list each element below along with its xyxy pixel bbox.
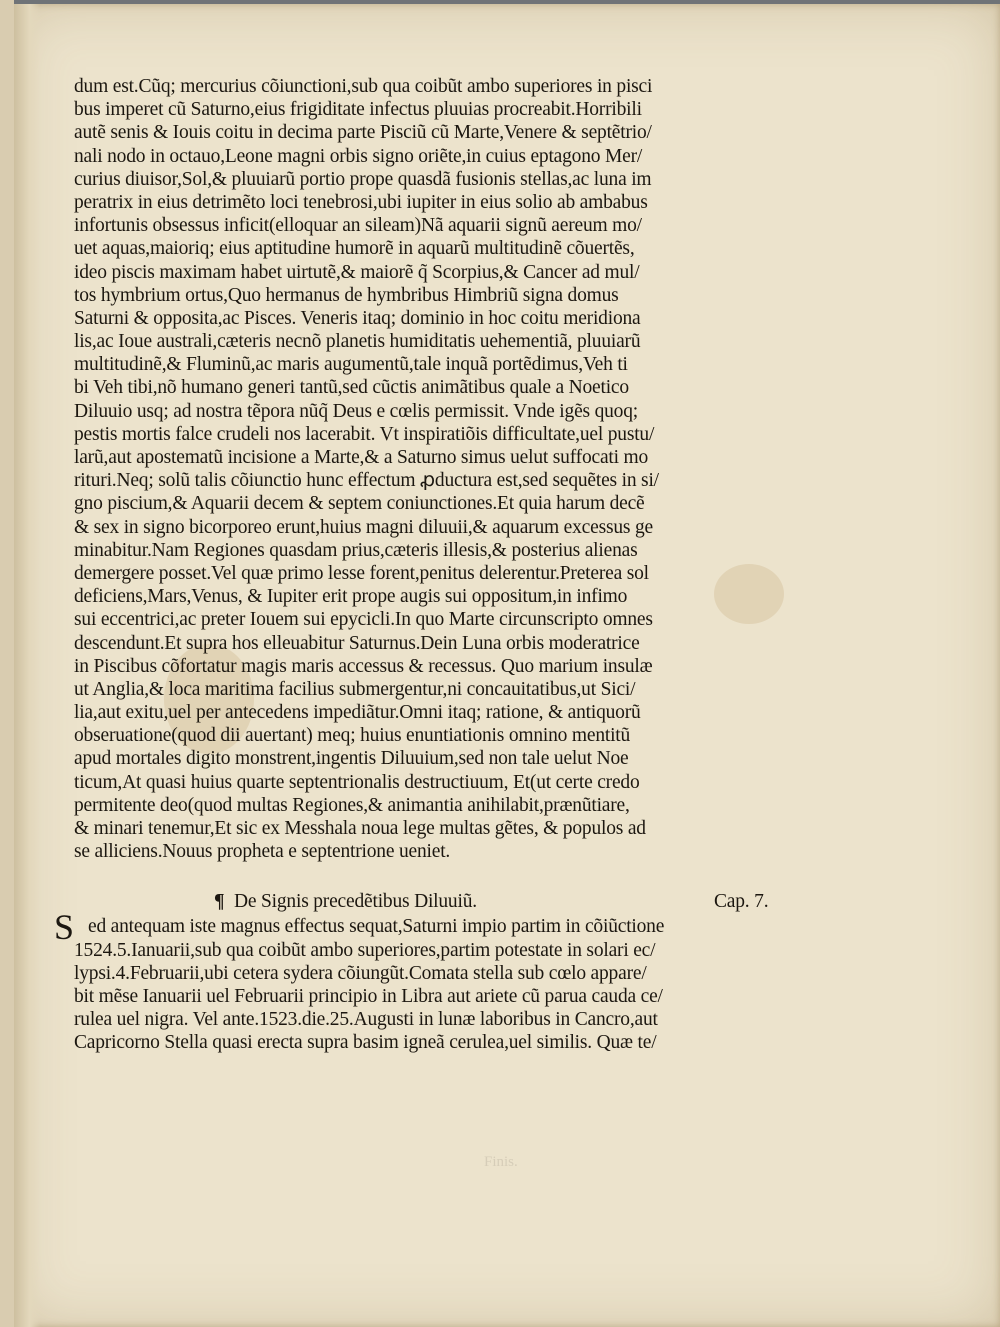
text-line: uet aquas,maioriq; eius aptitudine humorẽ in aquarũ multitudinẽ cõuertẽs,: [74, 238, 635, 260]
text-line: Diluuio usq; ad nostra tẽpora nũq̃ Deus e cœlis permissit. Vnde igẽs quoq;: [74, 400, 639, 422]
text-line: autẽ senis & Iouis coitu in decima parte Pisciũ cũ Marte,Venere & septẽtrio/: [74, 122, 652, 144]
text-line: curius diuisor,Sol,& pluuiarũ portio prope quasdã fusionis stellas,ac luna im: [74, 168, 652, 190]
previous-page-edge: [0, 0, 14, 1327]
body-paragraph: [74, 75, 814, 863]
text-line: descendunt.Et supra hos elleuabitur Saturnus.Dein Luna orbis moderatrice: [74, 632, 640, 654]
text-line: rituri.Neq; solũ talis cõiunctio hunc effectum ꝓductura est,sed sequẽtes in si/: [74, 470, 659, 492]
text-line: demergere posset.Vel quæ primo lesse forent,penitus delerentur.Preterea sol: [74, 562, 649, 584]
text-line: permitente deo(quod multas Regiones,& animantia anihilabit,prænũtiare,: [74, 794, 630, 816]
text-line: lia,aut exitu,uel per antecedens impediãtur.Omni itaq; ratione, & antiquorũ: [74, 702, 641, 724]
chapter-first-line: [54, 907, 814, 948]
text-line: deficiens,Mars,Venus, & Iupiter erit prope augis sui oppositum,in infimo: [74, 586, 628, 608]
text-line: multitudinẽ,& Fluminũ,ac maris augumentũ,tale inquã portẽdimus,Veh ti: [74, 354, 628, 376]
text-line: se alliciens.Nouus propheta e septentrione ueniet.: [74, 841, 451, 863]
text-line: in Piscibus cõfortatur magis maris accessus & recessus. Quo marium insulæ: [74, 655, 653, 677]
text-line: ut Anglia,& loca maritima facilius submergentur,ni concauitatibus,ut Sici/: [74, 678, 636, 700]
text-line: infortunis obsessus inficit(elloquar an sileam)Nã aquarii signũ aereum mo/: [74, 215, 642, 237]
chapter-heading: [74, 889, 814, 915]
text-line: rulea uel nigra. Vel ante.1523.die.25.Augusti in lunæ laboribus in Cancro,aut: [74, 1009, 658, 1031]
book-page: [14, 4, 1000, 1327]
text-line: bus imperet cũ Saturno,eius frigiditate infectus pluuias procreabit.Horribili: [74, 99, 642, 121]
text-line: & sex in signo bicorporeo erunt,huius magni diluuii,& aquarum excessus ge: [74, 516, 653, 538]
text-line: sui eccentrici,ac preter Iouem sui epycicli.In quo Marte circunscripto omnes: [74, 609, 653, 631]
text-line: & minari tenemur,Et sic ex Messhala noua lege multas gẽtes, & populos ad: [74, 818, 646, 839]
text-line: ed antequam iste magnus effectus sequat,Saturni impio partim in cõiũctione: [88, 916, 665, 938]
text-line: larũ,aut apostematũ incisione a Marte,& a Saturno simus uelut suffocati mo: [74, 447, 649, 468]
text-line: pestis mortis falce crudeli nos lacerabit. Vt inspiratiõis difficultate,uel pustu/: [74, 423, 655, 445]
pilcrow-mark: ¶: [214, 891, 225, 913]
text-line: minabitur.Nam Regiones quasdam prius,cæteris illesis,& posterius alienas: [74, 539, 638, 561]
show-through-text: Finis.: [484, 1154, 518, 1170]
chapter-title: De Signis precedẽtibus Diluuiũ.: [234, 891, 477, 913]
text-line: peratrix in eius detrimẽto loci tenebrosi,ubi iupiter in eius solio ab ambabus: [74, 191, 648, 213]
text-line: 1524.5.Ianuarii,sub qua coibũt ambo superiores,partim potestate in solari ec/: [74, 939, 656, 961]
text-line: apud mortales digito monstrent,ingentis Diluuium,sed non tale uelut Noe: [74, 748, 629, 770]
chapter-paragraph: [74, 939, 814, 1055]
text-line: ideo piscis maximam habet uirtutẽ,& maiorẽ q̃ Scorpius,& Cancer ad mul/: [74, 261, 640, 283]
chapter-number: Cap. 7.: [714, 891, 769, 913]
text-line: bi Veh tibi,nõ humano generi tantũ,sed cũctis animãtibus quale a Noetico: [74, 377, 629, 399]
text-line: gno piscium,& Aquarii decem & septem coniunctiones.Et quia harum decẽ: [74, 493, 645, 515]
text-line: ticum,At quasi huius quarte septentrionalis destructiuum, Et(ut certe credo: [74, 771, 640, 793]
text-line: bit mẽse Ianuarii uel Februarii principio in Libra aut ariete cũ parua cauda ce/: [74, 985, 663, 1007]
text-line: nali nodo in octauo,Leone magni orbis signo oriẽte,in cuius eptagono Mer/: [74, 145, 643, 167]
text-line: dum est.Cũq; mercurius cõiunctioni,sub qua coibũt ambo superiores in pisci: [74, 76, 653, 97]
text-line: Saturni & opposita,ac Pisces. Veneris itaq; dominio in hoc coitu meridiona: [74, 307, 641, 329]
text-line: obseruatione(quod dii auertant) meq; huius enuntiationis omnino mentitũ: [74, 725, 631, 747]
text-line: tos hymbrium ortus,Quo hermanus de hymbribus Himbriũ signa domus: [74, 284, 619, 306]
gutter-shadow: [14, 4, 40, 1327]
text-line: Capricorno Stella quasi erecta supra basim igneã cerulea,uel similis. Quæ te/: [74, 1032, 657, 1054]
drop-initial: S: [54, 907, 74, 948]
main-text-block: [54, 75, 814, 1055]
text-line: lypsi.4.Februarii,ubi cetera sydera cõiungũt.Comata stella sub cœlo appare/: [74, 962, 647, 984]
text-line: lis,ac Ioue australi,cæteris necnõ planetis humiditatis uehementiã, pluuiarũ: [74, 331, 641, 353]
